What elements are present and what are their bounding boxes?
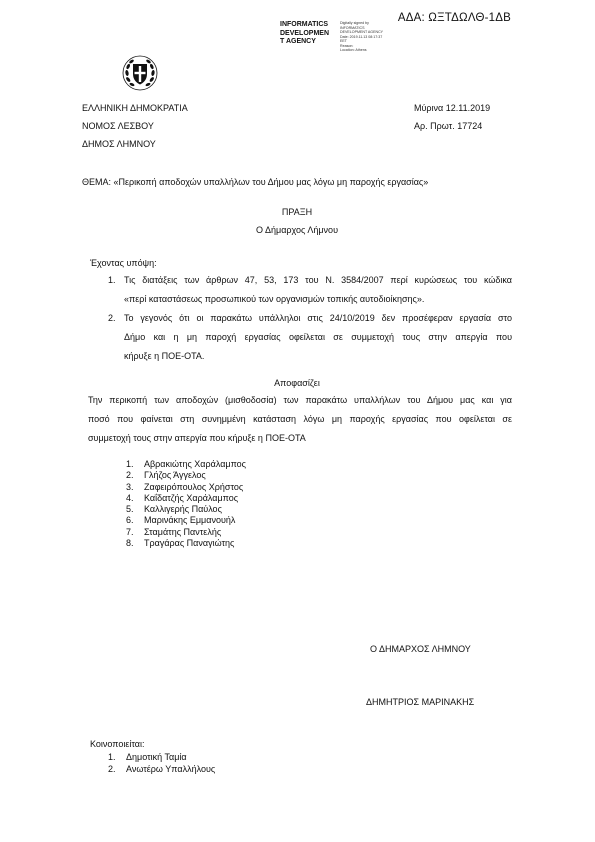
place-date: Μύρινα 12.11.2019 [414, 103, 491, 113]
considering-label: Έχοντας υπόψη: [90, 258, 157, 268]
agency-name-line-3: T AGENCY [280, 38, 316, 45]
digital-signature-stamp [280, 21, 384, 52]
issuer-country: ΕΛΛΗΝΙΚΗ ΔΗΜΟΚΡΑΤΙΑ [82, 103, 188, 113]
issuer-municipality: ΔΗΜΟΣ ΛΗΜΝΟΥ [82, 139, 156, 149]
list-item [90, 763, 215, 776]
employee-number: 4. [126, 492, 134, 503]
decision-paragraph [88, 391, 512, 448]
subject-line: ΘΕΜΑ: «Περικοπή αποδοχών υπαλλήλων του Δήμου μας λόγω μη παροχής εργασίας» [82, 177, 429, 187]
employees-list [126, 459, 246, 549]
issuer-block [82, 99, 188, 153]
signature-detail-line: Digitally signed by [340, 21, 369, 25]
considerations-list [108, 271, 512, 366]
decision-line: ποσό που φαίνεται στη συνημμένη κατάσταση λόγω μη παροχής εργασίας που οφείλεται σε [88, 414, 512, 424]
list-item [126, 538, 246, 549]
list-item-line: Το γεγονός ότι οι παρακάτω υπάλληλοι στις 24/10/2019 δεν προσέφεραν εργασία στο [124, 313, 512, 323]
signature-detail-line: Date: 2019.11.13 08:17:37 [340, 34, 383, 39]
ada-code: ΑΔΑ: ΩΞΤΔΩΛΘ-1ΔΒ [397, 12, 511, 24]
agency-name-line-1: INFORMATICS [280, 21, 329, 28]
signature-detail-line: INFORMATICS [340, 25, 365, 30]
signature-detail-line: DEVELOPMENT AGENCY [340, 30, 384, 34]
list-item [126, 493, 246, 504]
signature-detail-line: EET [340, 39, 347, 43]
list-item-line: Τις διατάξεις των άρθρων 47, 53, 173 του Ν. 3584/2007 περί κυρώσεως του κώδικα [124, 275, 512, 285]
employee-name: Τραγάρας Παναγιώτης [144, 538, 235, 549]
signature-details [340, 21, 383, 53]
decides-heading: Αποφασίζει [274, 378, 320, 388]
list-item-line: Δήμο και η μη παροχή εργασίας οφείλεται σε συμμετοχή τους στην απεργία που [124, 332, 512, 342]
list-item [108, 271, 512, 309]
employee-name: Γλήζος Άγγελος [144, 470, 206, 481]
mayor-line: Ο Δήμαρχος Λήμνου [256, 225, 338, 235]
list-item [126, 482, 246, 493]
protocol-number: Αρ. Πρωτ. 17724 [414, 121, 483, 131]
list-item [126, 515, 246, 526]
cc-recipient: Δημοτική Ταμία [126, 751, 187, 762]
cc-block [90, 738, 215, 776]
cc-number: 1. [108, 751, 116, 762]
list-item-number: 2. [108, 313, 116, 323]
cc-label: Κοινοποιείται: [90, 739, 145, 749]
employee-name: Μαρινάκης Εμμανουήλ [144, 515, 236, 526]
employee-name: Αβρακιώτης Χαράλαμπος [144, 459, 247, 469]
signatory-name: ΔΗΜΗΤΡΙΟΣ ΜΑΡΙΝΑΚΗΣ [366, 697, 475, 707]
list-item [126, 504, 246, 515]
employee-number: 1. [126, 459, 134, 469]
employee-number: 6. [126, 515, 134, 526]
list-item-line: κήρυξε η ΠΟΕ-ΟΤΑ. [124, 351, 205, 361]
agency-name-line-2: DEVELOPMEN [280, 29, 330, 37]
signature-detail-line: Reason: [340, 43, 354, 48]
employee-name: Καλλιγερής Παύλος [144, 504, 222, 515]
employee-number: 2. [126, 470, 134, 481]
employee-name: Καΐδατζής Χαράλαμπος [144, 492, 239, 503]
list-item [90, 751, 215, 764]
employee-number: 5. [126, 504, 134, 515]
issuer-prefecture: ΝΟΜΟΣ ΛΕΣΒΟΥ [82, 121, 154, 131]
list-item [108, 309, 512, 366]
list-item-number: 1. [108, 275, 116, 285]
greek-coat-of-arms-icon [122, 55, 158, 91]
decision-line: Την περικοπή των αποδοχών (μισθοδοσία) των παρακάτω υπαλλήλων του Δήμου μας και για [88, 395, 512, 405]
act-title: ΠΡΑΞΗ [281, 207, 313, 217]
reference-block [414, 99, 490, 135]
signatory-title: Ο ΔΗΜΑΡΧΟΣ ΛΗΜΝΟΥ [370, 644, 471, 654]
decision-line: συμμετοχή τους στην απεργία που κήρυξε η ΠΟΕ-ΟΤΑ [88, 433, 306, 443]
cc-number: 2. [108, 764, 116, 774]
signature-detail-line: Location: Athens [340, 48, 367, 52]
employee-name: Σταμάτης Παντελής [144, 526, 222, 537]
employee-number: 8. [126, 538, 134, 549]
employee-number: 3. [126, 481, 134, 492]
cc-recipient: Ανωτέρω Υπαλλήλους [126, 764, 216, 774]
list-item [126, 459, 246, 470]
employee-name: Ζαφειρόπουλος Χρήστος [144, 481, 244, 492]
employee-number: 7. [126, 526, 134, 537]
list-item-line: «περί καταστάσεως προσωπικού των οργανισμών τοπικής αυτοδιοίκησης». [124, 294, 425, 304]
list-item [126, 470, 246, 481]
list-item [126, 527, 246, 538]
